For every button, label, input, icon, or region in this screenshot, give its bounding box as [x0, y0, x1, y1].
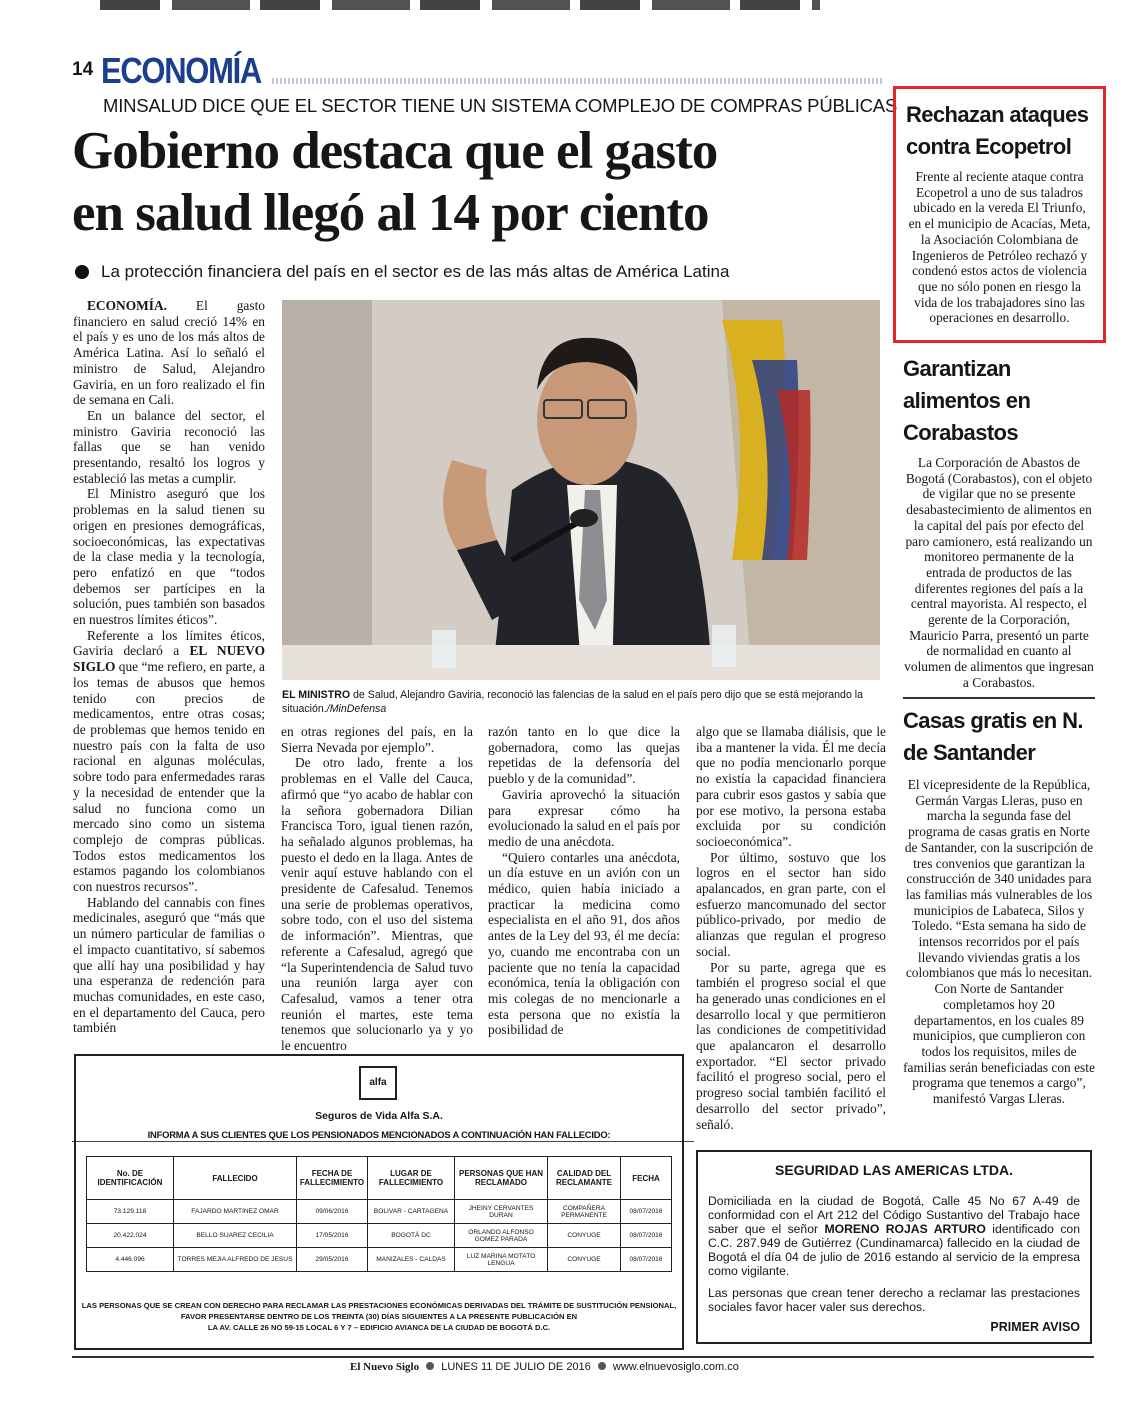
box1-title-line: contra Ecopetrol	[906, 134, 1072, 159]
box2-body: La Corporación de Abastos de Bogotá (Corabastos), con el objeto de vigilar que no se presente desabastecimiento de alimentos en la capital del país por efecto del paro camionero, está realizando un monitoreo permanente de la entrada de productos de las diferentes regiones del país a la central mayorista. Al respecto, el gerente de la Corporación, Mauricio Parra, presentó un parte de normalidad en cuanto al volumen de alimentos que ingresan a Corabastos.	[904, 455, 1094, 690]
photo-illustration	[282, 300, 880, 680]
col2-paragraph: De otro lado, frente a los problemas en el Valle del Cauca, afirmó que “yo acabo de hablar con la señora gobernadora Dilian Francisca Toro, igual tienen razón, ha señalado algunos problemas, ha puesto el dedo en la llaga. Antes de venir aquí estuve hablando con el presidente de Cafesalud. Tenemos una serie de problemas operativos, sobre todo, con el uso del sistema de información”. Mientras, que referente a Cafesalud, agregó que “la Superintendencia de Salud tuvo una reunión larga ayer con Cafesalud, vamos a tener otra reunión el martes, este tema tenemos que solucionarlo ya y yo le encuentro	[281, 755, 473, 1054]
footer-dot-icon	[426, 1362, 434, 1370]
box1-body: Frente al reciente ataque contra Ecopetrol a uno de sus taladros ubicado en la vereda El Triunfo, en el municipio de Acacías, Meta, la Asociación Colombiana de Ingenieros de Petróleo rechazó y condenó estos actos de violencia que no sólo ponen en riesgo la vida de los trabajadores sino las operaciones en desarrollo.	[908, 169, 1091, 326]
col3-paragraph: “Quiero contarles una anécdota, un día estuve en un avión con un médico, quien había iniciado a practicar la medicina como especialista en el año 91, dos años antes de la Ley del 93, él me decía: yo, cuando me encontraba con un paciente que no tenía la capacidad económica, tenía la obligación con mis colegas de no mencionarle a esta persona que no existía la posibilidad de	[488, 849, 680, 1038]
footer-paper-name: El Nuevo Siglo	[350, 1361, 420, 1373]
page-number: 14	[72, 59, 94, 80]
obituary-table	[86, 1156, 672, 1272]
col1-paragraph: El Ministro aseguró que los problemas en la salud tienen su origen en presiones demográficas, socioeconómicas, las expectativas de la clase media y la tecnología, pero enfatizó en que “todos debemos ser partícipes en la solución, pues también son basados en nuestros límites éticos”.	[73, 486, 265, 628]
alfa-intro: INFORMA A SUS CLIENTES QUE LOS PENSIONADOS MENCIONADOS A CONTINUACIÓN HAN FALLECIDO:	[147, 1129, 611, 1140]
col-header: No. DE IDENTIFICACIÓN	[87, 1157, 174, 1200]
paper-name-inline: EL NUEVO SIGLO	[73, 643, 266, 675]
footer-dot-icon	[598, 1362, 606, 1370]
footer-rule	[72, 1356, 1094, 1358]
headline	[72, 120, 892, 244]
alfa-logo	[359, 1066, 397, 1100]
caption-lead: EL MINISTRO	[282, 689, 351, 701]
table-row: 20.422.024 BELLO SUAREZ CECILIA 17/05/2016 BOGOTÁ DC ORLANDO ALFONSO GOMEZ PARADA CONYUGE 08/07/2016	[87, 1224, 672, 1248]
article-lead-word: ECONOMÍA.	[87, 298, 167, 313]
box1-title-line: Rechazan ataques	[906, 102, 1089, 127]
photo-caption	[282, 688, 882, 716]
article-col-3	[488, 724, 680, 1038]
col-header: FECHA	[621, 1157, 672, 1200]
box3-title-line: Casas gratis en N.	[903, 708, 1083, 733]
alfa-footer-line: LAS PERSONAS QUE SE CREAN CON DERECHO PARA RECLAMAR LAS PRESTACIONES ECONÓMICAS DERIVADAS DEL TRÁMITE DE SUSTITUCIÓN PENSIONAL,	[81, 1301, 677, 1310]
footer	[350, 1361, 850, 1373]
col-header: CALIDAD DEL RECLAMANTE	[548, 1157, 621, 1200]
photo-credit: /MinDefensa	[326, 703, 387, 715]
top-strip	[100, 0, 820, 10]
header-rule	[272, 78, 884, 84]
headline-line-1: Gobierno destaca que el gasto	[72, 122, 718, 180]
alfa-company: Seguros de Vida Alfa S.A.	[315, 1110, 443, 1122]
alfa-footer-line: LA AV. CALLE 26 NO 59-15 LOCAL 6 Y 7 – EDIFICIO AVIANCA DE LA CIUDAD DE BOGOTÁ D.C.	[207, 1323, 551, 1332]
col-header: LUGAR DE FALLECIMIENTO	[368, 1157, 455, 1200]
seguridad-notice: PRIMER AVISO	[990, 1320, 1080, 1334]
box2-title-line: Garantizan	[903, 356, 1011, 381]
ad-seguros-alfa	[74, 1054, 684, 1350]
alfa-footer	[76, 1300, 682, 1333]
table-row: 4.446.096 TORRES MEJIA ALFREDO DE JESUS 29/05/2016 MANIZALES - CALDAS LUZ MARINA MOTATO LENGUA CONYUGE 08/07/2016	[87, 1248, 672, 1272]
headline-line-2: en salud llegó al 14 por ciento	[72, 184, 709, 242]
footer-website[interactable]: www.elnuevosiglo.com.co	[612, 1361, 739, 1373]
col-header: FECHA DE FALLECIMIENTO	[297, 1157, 368, 1200]
minister-photo	[282, 300, 880, 680]
alfa-footer-line: FAVOR PRESENTARSE DENTRO DE LOS TREINTA (30) DÍAS SIGUIENTES A LA PRESENTE PUBLICACIÓN EN	[180, 1312, 578, 1321]
col4-paragraph: Por último, sostuvo que los logros en el sector han sido apalancados, en gran parte, con el esfuerzo mancomunado del sector público-privado, por medio de alianzas que regulan el progreso social.	[696, 849, 886, 959]
subhead-bullet	[75, 265, 89, 279]
ad-seguridad-americas	[696, 1150, 1092, 1344]
deceased-name: MORENO ROJAS ARTURO	[824, 1222, 986, 1236]
box3-title-line: de Santander	[903, 740, 1036, 765]
table-header-row	[87, 1157, 672, 1200]
sidebar-box-casas	[903, 705, 1095, 1107]
kicker: MINSALUD DICE QUE EL SECTOR TIENE UN SISTEMA COMPLEJO DE COMPRAS PÚBLICAS	[103, 95, 898, 116]
col2-paragraph: en otras regiones del país, en la Sierra Nevada por ejemplo”.	[281, 724, 473, 755]
col4-paragraph: Por su parte, agrega que es también el progreso social el que ha generado unas condiciones en el desarrollo local y que permitieron las condiciones de competitividad que apalancaron el desarrollo exportador. “El sector privado facilitó el progreso social, pero el progreso social también facilitó el desarrollo del sector privado”, señaló.	[696, 959, 886, 1132]
sidebar-box-corabastos	[903, 353, 1095, 691]
col1-paragraph: En un balance del sector, el ministro Gaviria reconoció las fallas que se han venido presentando, resaltó los logros y estableció las metas a cumplir.	[73, 407, 265, 486]
box2-title-line: alimentos en	[903, 388, 1031, 413]
col1-paragraph: Hablando del cannabis con fines medicinales, aseguró que “más que un número particular de familias o el impacto cuantitativo, sí sabemos que allí hay una posibilidad y hay una esperanza de redención para muchas comunidades, en este caso, en el departamento del Cauca, pero también	[73, 894, 265, 1036]
col-header: FALLECIDO	[174, 1157, 297, 1200]
col-header: PERSONAS QUE HAN RECLAMADO	[455, 1157, 548, 1200]
article-col-2	[281, 724, 473, 1054]
col3-paragraph: razón tanto en lo que dice la gobernadora, como las quejas repetidas de la defensoría del pueblo y de la comunidad”.	[488, 724, 680, 787]
caption-text: de Salud, Alejandro Gaviria, reconoció las falencias de la salud en el país pero dijo que se está mejorando la situación.	[282, 689, 864, 715]
col4-paragraph: algo que se llamaba diálisis, que le iba a mantener la vida. Él me decía que no podía mencionarlo porque no existía la capacidad financiera para cubrir esos gastos y sabía que por ese motivo, la persona estaba excluida por su condición socioeconómica”.	[696, 724, 886, 849]
footer-date: LUNES 11 DE JULIO DE 2016	[441, 1361, 591, 1373]
seguridad-paragraph: Domiciliada en la ciudad de Bogotá, Calle 45 No 67 A-49 de conformidad con el Art 212 del Código Sustantivo del Trabajo hace saber que el señor MORENO ROJAS ARTURO identificado con C.C. 287.949 de Gutiérrez (Cundinamarca) fallecido en la ciudad de Bogotá el día 04 de julio de 2016 estando al servicio de la empresa como vigilante.	[708, 1194, 1080, 1278]
section-title: ECONOMÍA	[101, 50, 261, 91]
sidebar-divider	[903, 697, 1095, 699]
seguridad-title: SEGURIDAD LAS AMERICAS LTDA.	[775, 1162, 1013, 1178]
col1-paragraph: Referente a los límites éticos, Gaviria declaró a EL NUEVO SIGLO que “me refiero, en parte, a los temas de abusos que hemos tenido con precios de medicamentos, entre otras cosas; de problemas que hemos tenido en nuestro país con la falta de uso racional en algunas moléculas, sobre todo para enfermedades raras y la necesidad de entender que la salud no funciona como un mercado sino como un sistema complejo de compras públicas. Todos estos medicamentos los estamos pagando los colombianos con nuestros recursos”.	[73, 627, 266, 895]
box3-body: El vicepresidente de la República, Germán Vargas Lleras, puso en marcha la segunda fase del programa de casas gratis en Norte de Santander, con la suscripción de tres convenios que garantizan la construcción de 340 unidades para las familias más vulnerables de los municipios de Labateca, Silos y Toledo. “Esta semana ha sido de intensos recorridos por el país llevando viviendas gratis a los colombianos que más lo necesitan. Con Norte de Santander completamos hoy 20 departamentos, en los cuales 89 municipios, que cumplieron con todos los requisitos, miles de familias serán beneficiadas con este programa que tenemos a cargo”, manifestó Vargas Lleras.	[903, 777, 1095, 1107]
subhead: La protección financiera del país en el sector es de las más altas de América Latina	[101, 262, 730, 281]
article-col-4	[696, 724, 886, 1132]
table-row: 73.129.118 FAJARDO MARTINEZ OMAR 09/06/2016 BOLIVAR - CARTAGENA JHEINY CERVANTES DURAN COMPAÑERA PERMANENTE 08/07/2016	[87, 1200, 672, 1224]
col3-paragraph: Gaviria aprovechó la situación para expresar cómo ha evolucionado la salud en el país por medio de una anécdota.	[488, 786, 680, 849]
article-col-1	[73, 298, 265, 1036]
seguridad-paragraph-2: Las personas que crean tener derecho a reclamar las prestaciones sociales favor hacer valer sus derechos.	[708, 1286, 1080, 1314]
sidebar-box-ecopetrol	[893, 86, 1106, 343]
col1-paragraph: ECONOMÍA. El gasto financiero en salud creció 14% en el país y es uno de los más altos de América Latina. Así lo señaló el ministro de Salud, Alejandro Gaviria, en un foro realizado el fin de semana en Cali.	[73, 298, 265, 408]
alfa-logo-text: alfa	[369, 1077, 387, 1088]
box2-title-line: Corabastos	[903, 420, 1019, 445]
